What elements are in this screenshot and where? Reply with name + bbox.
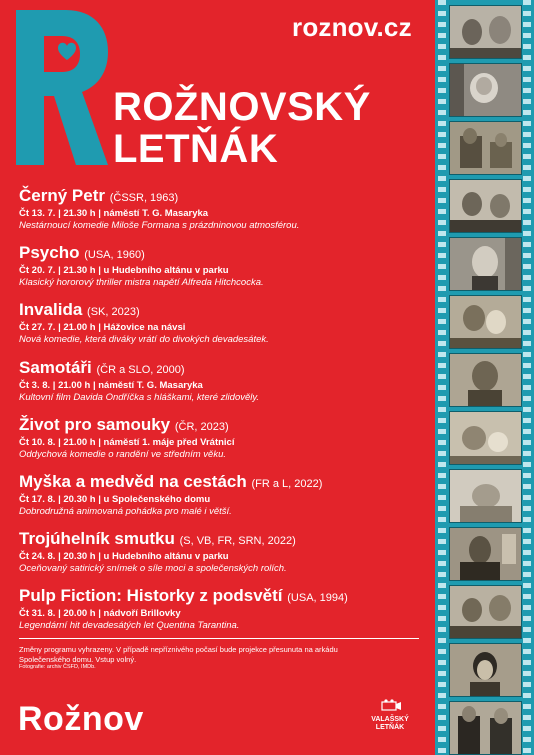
- film-description: Legendární hit devadesátých let Quentina Tarantina.: [19, 620, 240, 632]
- film-item: [19, 529, 419, 586]
- sprocket-holes-left: [438, 0, 446, 755]
- film-title: Černý Petr: [19, 186, 105, 205]
- film-still-frame: [449, 411, 522, 465]
- film-still-frame: [449, 237, 522, 291]
- film-title: Samotáři: [19, 357, 92, 377]
- film-meta: (ČSSR, 1963): [109, 192, 179, 204]
- page-title: [113, 86, 371, 170]
- film-description: Kultovní film Davida Ondříčka s hláškami, které zlidověly.: [19, 391, 260, 403]
- film-still-frame: [449, 585, 522, 639]
- film-still-frame: [449, 5, 522, 59]
- title-line-1: ROŽNOVSKÝ: [113, 85, 371, 129]
- film-item: [19, 243, 419, 300]
- film-schedule: Čt 20. 7. | 21.30 h | u Hudebního altánu v parku: [19, 265, 229, 277]
- title-line-2: LETŇÁK: [113, 127, 279, 171]
- film-meta: (FR a L, 2022): [251, 477, 323, 490]
- site-url: roznov.cz: [292, 12, 412, 42]
- film-meta: (USA, 1960): [84, 249, 145, 262]
- sprocket-holes-right: [523, 0, 531, 755]
- film-schedule: Čt 13. 7. | 21.30 h | náměstí T. G. Masaryka: [19, 208, 209, 219]
- film-meta: (S, VB, FR, SRN, 2022): [179, 535, 296, 548]
- film-still-frame: [449, 469, 522, 523]
- film-title: Invalida: [19, 300, 83, 320]
- film-schedule: Čt 3. 8. | 21.00 h | náměstí T. G. Masaryka: [19, 379, 203, 391]
- film-meta: (USA, 1994): [287, 592, 348, 605]
- town-logo: Rožnov: [18, 700, 144, 738]
- film-still-frame: [449, 353, 522, 407]
- film-schedule: Čt 31. 8. | 20.00 h | nádvoří Brillovky: [19, 608, 181, 620]
- film-description: Oceňovaný satirický snímek o síle moci a společenských rolích.: [19, 563, 287, 575]
- film-still-frame: [449, 121, 522, 175]
- film-still-frame: [449, 63, 522, 117]
- film-description: Nestárnoucí komedie Miloše Formana s prázdninovou atmosférou.: [19, 220, 300, 231]
- film-description: Nová komedie, která diváky vrátí do divokých devadesátek.: [19, 334, 269, 346]
- film-description: Klasický hororový thriller mistra napětí Alfreda Hitchcocka.: [19, 277, 264, 289]
- film-still-frame: [449, 179, 522, 233]
- film-still-frame: [449, 701, 522, 755]
- film-schedule: Čt 27. 7. | 21.00 h | Hážovice na návsi: [19, 322, 186, 334]
- film-still-frame: [449, 527, 522, 581]
- film-schedule: Čt 10. 8. | 21.00 h | náměstí 1. máje před Vrátnicí: [19, 436, 235, 448]
- film-description: Oddychová komedie o randění ve středním věku.: [19, 448, 227, 460]
- roznov-r-logo-icon: [14, 10, 109, 165]
- film-still-frame: [449, 643, 522, 697]
- film-item: [19, 586, 419, 643]
- divider: [19, 638, 419, 639]
- camera-icon: [368, 699, 412, 711]
- film-list: [19, 186, 419, 644]
- film-strip: [435, 0, 534, 755]
- film-item: [19, 415, 419, 472]
- film-meta: (SK, 2023): [87, 306, 140, 319]
- film-still-frame: [449, 295, 522, 349]
- valassky-letnak-logo: [368, 698, 412, 732]
- film-title: Myška a medvěd na cestách: [19, 471, 247, 491]
- photo-credits: Fotografie: archiv ČSFD, IMDb.: [19, 664, 96, 670]
- film-title: Psycho: [19, 243, 80, 263]
- program-note: Změny programu vyhrazeny. V případě nepříznivého počasí bude projekce přesunuta na arkádu Společenského domu. Vstup volný.: [19, 645, 338, 664]
- film-meta: (ČR, 2023): [174, 420, 229, 433]
- film-title: Trojúhelník smutku: [19, 529, 175, 549]
- film-item: [19, 186, 419, 243]
- film-item: [19, 358, 419, 415]
- small-logo-line-1: VALAŠSKÝ: [371, 716, 409, 723]
- film-title: Pulp Fiction: Historky z podsvětí: [19, 586, 283, 606]
- film-schedule: Čt 24. 8. | 20.30 h | u Hudebního altánu v parku: [19, 551, 229, 563]
- film-item: [19, 472, 419, 529]
- film-title: Život pro samouky: [19, 414, 171, 434]
- small-logo-line-2: LETŇÁK: [375, 724, 405, 731]
- film-item: [19, 300, 419, 357]
- film-schedule: Čt 17. 8. | 20.30 h | u Společenského domu: [19, 493, 211, 505]
- film-description: Dobrodružná animovaná pohádka pro malé i větší.: [19, 505, 232, 517]
- film-meta: (ČR a SLO, 2000): [96, 363, 185, 376]
